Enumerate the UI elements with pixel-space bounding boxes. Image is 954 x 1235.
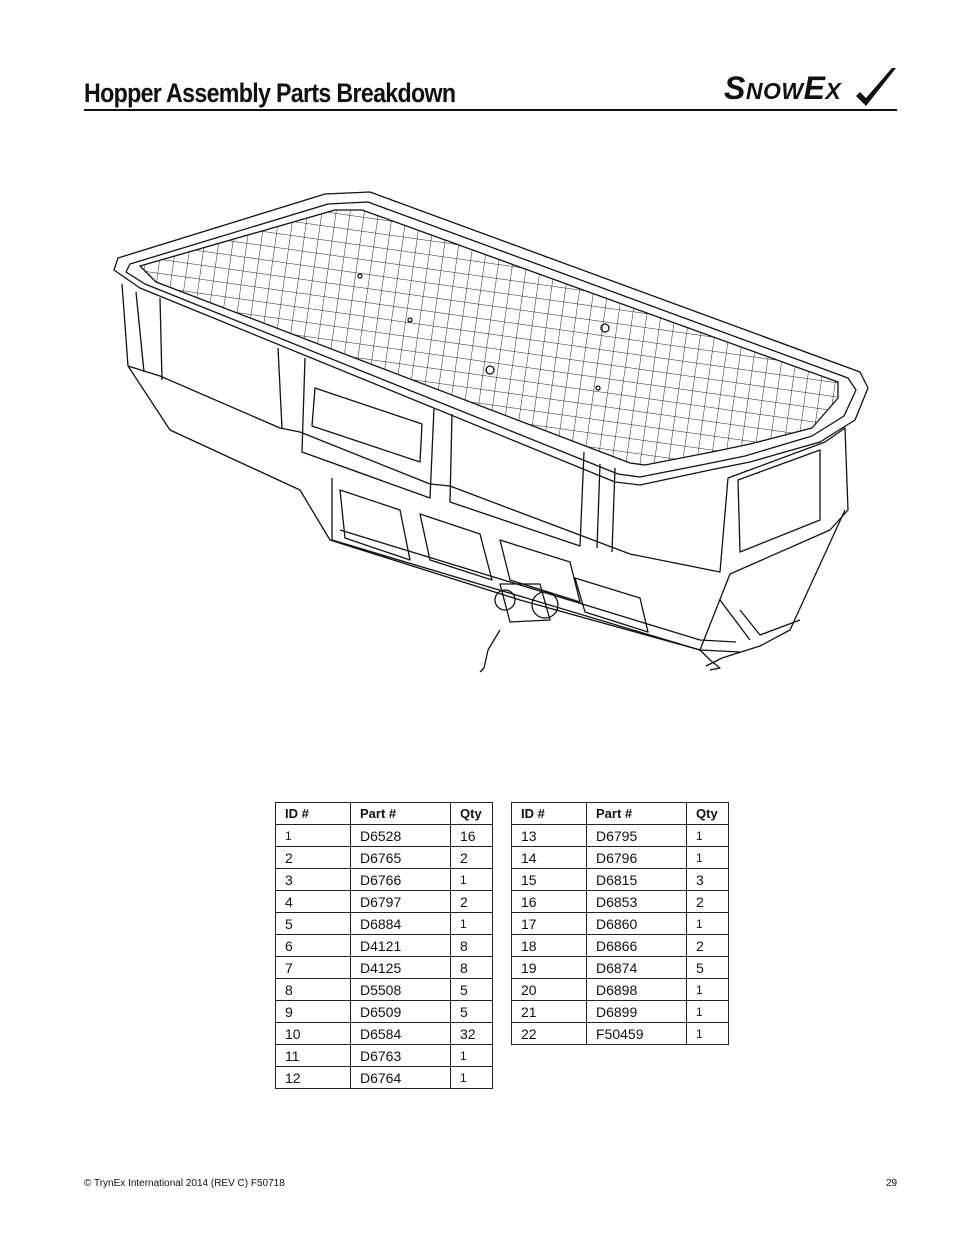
cell-id: 21	[512, 1001, 587, 1023]
cell-id: 16	[512, 891, 587, 913]
snowex-logo	[724, 66, 899, 108]
cell-qty: 1	[451, 913, 493, 935]
column-header-part: Part #	[587, 803, 687, 825]
cell-qty: 32	[451, 1023, 493, 1045]
cell-part: F50459	[587, 1023, 687, 1045]
column-header-qty: Qty	[687, 803, 729, 825]
cell-id: 7	[276, 957, 351, 979]
cell-id: 18	[512, 935, 587, 957]
cell-id: 11	[276, 1045, 351, 1067]
cell-qty: 5	[687, 957, 729, 979]
cell-part: D6528	[351, 825, 451, 847]
table-row	[276, 1001, 493, 1023]
cell-qty: 16	[451, 825, 493, 847]
cell-part: D6853	[587, 891, 687, 913]
cell-part: D6860	[587, 913, 687, 935]
cell-id: 10	[276, 1023, 351, 1045]
table-row	[512, 979, 729, 1001]
column-header-id: ID #	[512, 803, 587, 825]
table-row	[276, 1045, 493, 1067]
cell-id: 8	[276, 979, 351, 1001]
cell-part: D4121	[351, 935, 451, 957]
cell-part: D6874	[587, 957, 687, 979]
cell-part: D6509	[351, 1001, 451, 1023]
cell-part: D6796	[587, 847, 687, 869]
cell-id: 22	[512, 1023, 587, 1045]
table-row	[512, 913, 729, 935]
cell-id: 14	[512, 847, 587, 869]
table-row	[512, 891, 729, 913]
cell-qty: 8	[451, 935, 493, 957]
cell-id: 1	[276, 825, 351, 847]
cell-part: D6866	[587, 935, 687, 957]
table-row	[276, 825, 493, 847]
table-row	[276, 891, 493, 913]
cell-id: 15	[512, 869, 587, 891]
table-row	[512, 935, 729, 957]
table-row	[276, 957, 493, 979]
cell-id: 6	[276, 935, 351, 957]
parts-table-left	[275, 802, 493, 1089]
cell-part: D6815	[587, 869, 687, 891]
table-header-row	[512, 803, 729, 825]
table-row	[276, 913, 493, 935]
cell-part: D6584	[351, 1023, 451, 1045]
footer-page-number: 29	[886, 1178, 898, 1189]
page-title: Hopper Assembly Parts Breakdown	[84, 78, 456, 108]
cell-part: D6898	[587, 979, 687, 1001]
cell-part: D6765	[351, 847, 451, 869]
hopper-assembly-drawing	[100, 180, 880, 710]
table-row	[276, 1023, 493, 1045]
cell-qty: 1	[451, 1067, 493, 1089]
table-row	[512, 869, 729, 891]
checkmark-icon	[852, 66, 900, 108]
cell-qty: 5	[451, 979, 493, 1001]
cell-qty: 3	[687, 869, 729, 891]
cell-qty: 1	[687, 1001, 729, 1023]
table-row	[276, 869, 493, 891]
cell-part: D6766	[351, 869, 451, 891]
column-header-part: Part #	[351, 803, 451, 825]
column-header-qty: Qty	[451, 803, 493, 825]
cell-qty: 1	[687, 913, 729, 935]
cell-part: D6899	[587, 1001, 687, 1023]
table-row	[512, 1001, 729, 1023]
cell-id: 3	[276, 869, 351, 891]
column-header-id: ID #	[276, 803, 351, 825]
table-row	[512, 825, 729, 847]
cell-id: 17	[512, 913, 587, 935]
cell-qty: 1	[451, 869, 493, 891]
cell-qty: 2	[687, 935, 729, 957]
cell-part: D6795	[587, 825, 687, 847]
cell-qty: 1	[451, 1045, 493, 1067]
cell-qty: 2	[451, 847, 493, 869]
title-rule	[84, 109, 897, 111]
cell-qty: 2	[451, 891, 493, 913]
table-header-row	[276, 803, 493, 825]
cell-id: 20	[512, 979, 587, 1001]
table-row	[512, 957, 729, 979]
logo-wordmark: SNOWEX	[724, 70, 842, 106]
table-row	[276, 847, 493, 869]
table-row	[512, 1023, 729, 1045]
cell-part: D6884	[351, 913, 451, 935]
table-row	[276, 979, 493, 1001]
footer-copyright: © TrynEx International 2014 (REV C) F50718	[84, 1178, 285, 1189]
cell-id: 2	[276, 847, 351, 869]
cell-qty: 8	[451, 957, 493, 979]
cell-part: D4125	[351, 957, 451, 979]
cell-id: 19	[512, 957, 587, 979]
cell-id: 13	[512, 825, 587, 847]
cell-qty: 5	[451, 1001, 493, 1023]
cell-qty: 2	[687, 891, 729, 913]
cell-part: D6764	[351, 1067, 451, 1089]
cell-id: 9	[276, 1001, 351, 1023]
cell-id: 4	[276, 891, 351, 913]
cell-part: D6763	[351, 1045, 451, 1067]
cell-id: 5	[276, 913, 351, 935]
cell-part: D6797	[351, 891, 451, 913]
cell-qty: 1	[687, 1023, 729, 1045]
table-row	[512, 847, 729, 869]
cell-qty: 1	[687, 847, 729, 869]
table-row	[276, 1067, 493, 1089]
table-row	[276, 935, 493, 957]
cell-qty: 1	[687, 825, 729, 847]
cell-part: D5508	[351, 979, 451, 1001]
parts-table-right	[511, 802, 729, 1045]
cell-id: 12	[276, 1067, 351, 1089]
cell-qty: 1	[687, 979, 729, 1001]
